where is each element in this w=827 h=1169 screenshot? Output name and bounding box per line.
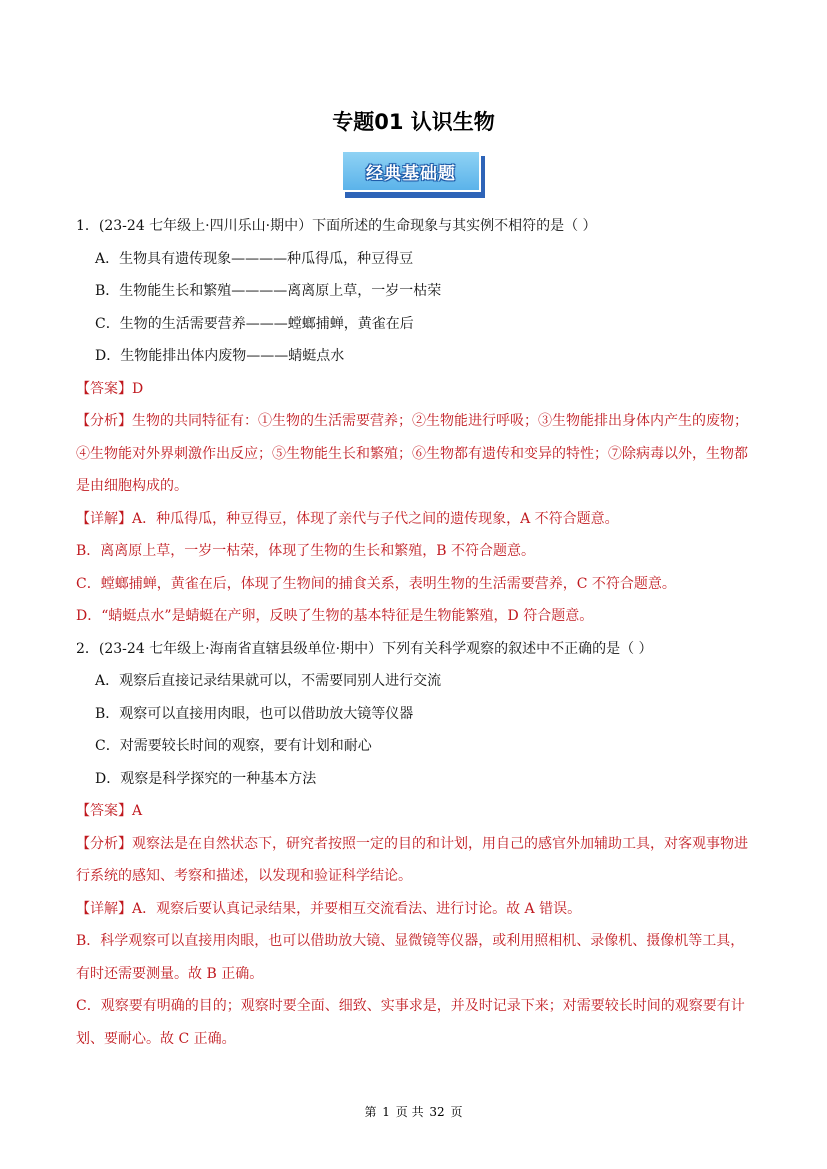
question-2-option-b: B．观察可以直接用肉眼，也可以借助放大镜等仪器 bbox=[95, 705, 414, 722]
footer-total-pages: 32 bbox=[429, 1105, 445, 1119]
detail-text: A．种瓜得瓜，种豆得豆，体现了亲代与子代之间的遗传现象，A 不符合题意。 bbox=[132, 510, 619, 527]
section-banner bbox=[341, 150, 487, 200]
footer-page-number: 1 bbox=[382, 1105, 390, 1119]
question-2-stem: 2．(23-24 七年级上·海南省直辖县级单位·期中）下列有关科学观察的叙述中不正确的是（ ） bbox=[76, 640, 653, 657]
analysis-tag: 【分析】 bbox=[76, 835, 132, 852]
banner-label: 经典基础题 bbox=[366, 163, 456, 184]
question-2-option-a: A．观察后直接记录结果就可以，不需要同别人进行交流 bbox=[95, 673, 442, 689]
footer-mid: 页 共 bbox=[395, 1105, 424, 1119]
question-2-option-c: C．对需要较长时间的观察，要有计划和耐心 bbox=[95, 738, 372, 754]
question-1-option-b: B．生物能生长和繁殖————离离原上草，一岁一枯荣 bbox=[95, 283, 442, 299]
detail-text: A．观察后要认真记录结果，并要相互交流看法、进行讨论。故 A 错误。 bbox=[132, 900, 582, 917]
answer-tag: 【答案】 bbox=[76, 803, 132, 819]
answer-value: A bbox=[132, 803, 143, 819]
analysis-tag: 【分析】 bbox=[76, 413, 132, 429]
footer-prefix: 第 bbox=[364, 1105, 377, 1119]
question-1-option-a: A．生物具有遗传现象————种瓜得瓜，种豆得豆 bbox=[95, 250, 414, 267]
question-1-analysis bbox=[76, 405, 756, 503]
page-footer bbox=[0, 1103, 827, 1120]
analysis-text: 观察法是在自然状态下，研究者按照一定的目的和计划，用自己的感官外加辅助工具，对客观事物进行系统的感知、考察和描述，以发现和验证科学结论。 bbox=[76, 835, 748, 884]
detail-tag: 【详解】 bbox=[76, 900, 132, 917]
question-1-detail-c: C．螳螂捕蝉，黄雀在后，体现了生物间的捕食关系，表明生物的生活需要营养，C 不符合题意。 bbox=[76, 575, 676, 592]
banner-face bbox=[341, 150, 481, 192]
question-1-detail-b: B．离离原上草，一岁一枯荣，体现了生物的生长和繁殖，B 不符合题意。 bbox=[76, 543, 536, 559]
detail-tag: 【详解】 bbox=[76, 510, 132, 527]
analysis-text: 生物的共同特征有：①生物的生活需要营养；②生物能进行呼吸；③生物能排出身体内产生的废物；④生物能对外界刺激作出反应；⑤生物能生长和繁殖；⑥生物都有遗传和变异的特性；⑦除病毒以外，生物都是由细胞构成的。 bbox=[76, 413, 748, 494]
question-2-detail-a bbox=[76, 893, 756, 926]
question-1-detail-a bbox=[76, 503, 756, 536]
question-2-answer bbox=[76, 795, 756, 828]
answer-value: D bbox=[132, 380, 144, 397]
document-body bbox=[76, 210, 756, 1055]
question-2-detail-c: C．观察要有明确的目的；观察时要全面、细致、实事求是，并及时记录下来；对需要较长时间的观察要有计划、要耐心。故 C 正确。 bbox=[76, 998, 745, 1047]
question-2-option-d: D．观察是科学探究的一种基本方法 bbox=[95, 770, 317, 787]
question-1-stem: 1．(23-24 七年级上·四川乐山·期中）下面所述的生命现象与其实例不相符的是（ ） bbox=[76, 218, 597, 234]
question-2-detail-b: B．科学观察可以直接用肉眼，也可以借助放大镜、显微镜等仪器，或利用照相机、录像机、摄像机等工具，有时还需要测量。故 B 正确。 bbox=[76, 933, 745, 982]
page-title: 专题01 认识生物 bbox=[332, 110, 495, 134]
answer-tag: 【答案】 bbox=[76, 380, 132, 397]
question-1-detail-d: D．“蜻蜓点水”是蜻蜓在产卵，反映了生物的基本特征是生物能繁殖，D 符合题意。 bbox=[76, 608, 594, 624]
footer-suffix: 页 bbox=[450, 1105, 463, 1119]
question-2-analysis bbox=[76, 828, 756, 893]
question-1-answer bbox=[76, 373, 756, 406]
question-1-option-d: D．生物能排出体内废物———蜻蜓点水 bbox=[95, 348, 345, 364]
question-1-option-c: C．生物的生活需要营养———螳螂捕蝉，黄雀在后 bbox=[95, 315, 414, 332]
